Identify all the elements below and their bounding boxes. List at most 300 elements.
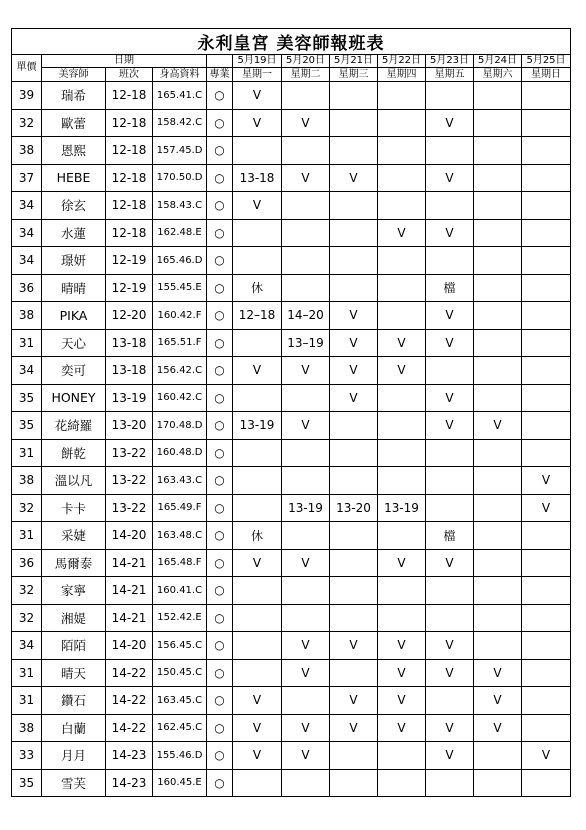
- unit-price-cell: 35: [12, 412, 42, 440]
- height-cell: 160.45.E: [153, 769, 207, 797]
- day-cell-5: [426, 82, 474, 110]
- day-cell-2: V: [282, 109, 330, 137]
- shift-cell: 13-20: [106, 412, 153, 440]
- unit-price-cell: 31: [12, 687, 42, 715]
- day-cell-7: V: [522, 742, 571, 770]
- day-cell-5: [426, 357, 474, 385]
- specialty-cell: ○: [207, 522, 233, 550]
- day-cell-1: V: [233, 82, 282, 110]
- shift-cell: 12-18: [106, 192, 153, 220]
- day-cell-4: [378, 384, 426, 412]
- day-cell-2: V: [282, 659, 330, 687]
- header-weekday-7: 星期日: [522, 68, 571, 82]
- day-cell-6: [474, 302, 522, 330]
- specialty-cell: ○: [207, 219, 233, 247]
- day-cell-3: V: [330, 687, 378, 715]
- stylist-name-cell: 奕可: [42, 357, 106, 385]
- shift-cell: 13-18: [106, 329, 153, 357]
- height-cell: 160.41.C: [153, 577, 207, 605]
- day-cell-5: [426, 577, 474, 605]
- header-date-4: 5月22日: [378, 55, 426, 68]
- day-cell-6: [474, 219, 522, 247]
- day-cell-7: [522, 632, 571, 660]
- day-cell-1: [233, 384, 282, 412]
- header-weekday-6: 星期六: [474, 68, 522, 82]
- unit-price-cell: 32: [12, 494, 42, 522]
- day-cell-5: [426, 604, 474, 632]
- specialty-cell: ○: [207, 439, 233, 467]
- day-cell-5: V: [426, 412, 474, 440]
- stylist-name-cell: 月月: [42, 742, 106, 770]
- day-cell-2: [282, 439, 330, 467]
- height-cell: 157.45.D: [153, 137, 207, 165]
- header-date-7: 5月25日: [522, 55, 571, 68]
- day-cell-1: V: [233, 192, 282, 220]
- specialty-cell: ○: [207, 687, 233, 715]
- day-cell-3: [330, 549, 378, 577]
- day-cell-3: [330, 742, 378, 770]
- day-cell-4: [378, 439, 426, 467]
- day-cell-4: V: [378, 632, 426, 660]
- day-cell-2: [282, 219, 330, 247]
- day-cell-6: [474, 439, 522, 467]
- day-cell-7: [522, 769, 571, 797]
- day-cell-6: V: [474, 714, 522, 742]
- day-cell-5: V: [426, 632, 474, 660]
- day-cell-5: V: [426, 219, 474, 247]
- day-cell-1: 休: [233, 522, 282, 550]
- day-cell-4: V: [378, 659, 426, 687]
- specialty-cell: ○: [207, 412, 233, 440]
- day-cell-2: 13–19: [282, 329, 330, 357]
- day-cell-2: [282, 687, 330, 715]
- day-cell-6: [474, 82, 522, 110]
- day-cell-2: 13-19: [282, 494, 330, 522]
- stylist-name-cell: 晴晴: [42, 274, 106, 302]
- height-cell: 158.42.C: [153, 109, 207, 137]
- day-cell-7: [522, 247, 571, 275]
- specialty-cell: ○: [207, 494, 233, 522]
- day-cell-7: V: [522, 494, 571, 522]
- stylist-name-cell: 水蓮: [42, 219, 106, 247]
- table-row: [12, 522, 571, 550]
- day-cell-1: [233, 604, 282, 632]
- day-cell-2: V: [282, 164, 330, 192]
- day-cell-6: [474, 522, 522, 550]
- schedule-rows: [12, 82, 571, 797]
- day-cell-7: [522, 164, 571, 192]
- header-date-3: 5月21日: [330, 55, 378, 68]
- height-cell: 160.42.C: [153, 384, 207, 412]
- table-row: [12, 137, 571, 165]
- day-cell-3: [330, 192, 378, 220]
- stylist-name-cell: 璟妍: [42, 247, 106, 275]
- table-row: [12, 742, 571, 770]
- day-cell-5: [426, 494, 474, 522]
- day-cell-3: [330, 467, 378, 495]
- shift-cell: 13-19: [106, 384, 153, 412]
- table-row: [12, 439, 571, 467]
- unit-price-cell: 31: [12, 522, 42, 550]
- shift-cell: 14-21: [106, 549, 153, 577]
- day-cell-1: V: [233, 109, 282, 137]
- specialty-cell: ○: [207, 577, 233, 605]
- day-cell-2: [282, 82, 330, 110]
- header-specialty: 專業: [207, 68, 233, 82]
- day-cell-5: [426, 687, 474, 715]
- day-cell-3: V: [330, 384, 378, 412]
- day-cell-3: [330, 82, 378, 110]
- shift-cell: 13-22: [106, 467, 153, 495]
- stylist-name-cell: 晴天: [42, 659, 106, 687]
- day-cell-2: V: [282, 632, 330, 660]
- table-row: [12, 549, 571, 577]
- unit-price-cell: 32: [12, 109, 42, 137]
- header-date-1: 5月19日: [233, 55, 282, 68]
- shift-cell: 14-22: [106, 659, 153, 687]
- day-cell-4: [378, 109, 426, 137]
- day-cell-2: V: [282, 549, 330, 577]
- height-cell: 165.48.F: [153, 549, 207, 577]
- day-cell-2: V: [282, 412, 330, 440]
- day-cell-3: [330, 659, 378, 687]
- specialty-cell: ○: [207, 659, 233, 687]
- day-cell-2: 14–20: [282, 302, 330, 330]
- day-cell-4: [378, 247, 426, 275]
- table-row: [12, 412, 571, 440]
- stylist-name-cell: 花綺羅: [42, 412, 106, 440]
- unit-price-cell: 31: [12, 329, 42, 357]
- specialty-cell: ○: [207, 742, 233, 770]
- day-cell-7: [522, 82, 571, 110]
- stylist-name-cell: 餅乾: [42, 439, 106, 467]
- day-cell-3: V: [330, 357, 378, 385]
- specialty-cell: ○: [207, 192, 233, 220]
- specialty-cell: ○: [207, 164, 233, 192]
- day-cell-5: V: [426, 549, 474, 577]
- day-cell-5: V: [426, 384, 474, 412]
- stylist-name-cell: PIKA: [42, 302, 106, 330]
- day-cell-3: [330, 109, 378, 137]
- day-cell-2: [282, 577, 330, 605]
- day-cell-1: [233, 467, 282, 495]
- day-cell-6: V: [474, 659, 522, 687]
- height-cell: 165.46.D: [153, 247, 207, 275]
- day-cell-4: V: [378, 357, 426, 385]
- day-cell-4: [378, 274, 426, 302]
- height-cell: 156.45.C: [153, 632, 207, 660]
- day-cell-7: [522, 687, 571, 715]
- stylist-name-cell: 雪芙: [42, 769, 106, 797]
- schedule-sheet: [11, 28, 571, 797]
- table-row: [12, 357, 571, 385]
- height-cell: 170.48.D: [153, 412, 207, 440]
- height-cell: 163.48.C: [153, 522, 207, 550]
- day-cell-4: [378, 742, 426, 770]
- header-specialty-blank: [207, 55, 233, 68]
- table-row: [12, 494, 571, 522]
- unit-price-cell: 38: [12, 467, 42, 495]
- header-height: 身高資料: [153, 68, 207, 82]
- day-cell-7: [522, 439, 571, 467]
- day-cell-2: [282, 384, 330, 412]
- day-cell-5: [426, 247, 474, 275]
- day-cell-2: [282, 467, 330, 495]
- day-cell-3: V: [330, 302, 378, 330]
- day-cell-2: [282, 769, 330, 797]
- day-cell-4: [378, 467, 426, 495]
- unit-price-cell: 31: [12, 659, 42, 687]
- header-date-2: 5月20日: [282, 55, 330, 68]
- height-cell: 158.43.C: [153, 192, 207, 220]
- specialty-cell: ○: [207, 384, 233, 412]
- specialty-cell: ○: [207, 714, 233, 742]
- day-cell-5: V: [426, 109, 474, 137]
- day-cell-6: [474, 604, 522, 632]
- table-row: [12, 604, 571, 632]
- unit-price-cell: 32: [12, 577, 42, 605]
- shift-cell: 12-18: [106, 137, 153, 165]
- shift-cell: 14-20: [106, 632, 153, 660]
- day-cell-6: [474, 357, 522, 385]
- day-cell-5: V: [426, 329, 474, 357]
- shift-cell: 13-22: [106, 439, 153, 467]
- day-cell-1: V: [233, 357, 282, 385]
- stylist-name-cell: 卡卡: [42, 494, 106, 522]
- table-row: [12, 577, 571, 605]
- day-cell-7: [522, 137, 571, 165]
- unit-price-cell: 36: [12, 549, 42, 577]
- table-row: [12, 82, 571, 110]
- height-cell: 150.45.C: [153, 659, 207, 687]
- day-cell-1: 13-19: [233, 412, 282, 440]
- day-cell-6: [474, 329, 522, 357]
- unit-price-cell: 38: [12, 302, 42, 330]
- table-row: [12, 302, 571, 330]
- day-cell-2: [282, 604, 330, 632]
- day-cell-5: V: [426, 659, 474, 687]
- day-cell-3: [330, 412, 378, 440]
- day-cell-7: [522, 384, 571, 412]
- stylist-name-cell: 陌陌: [42, 632, 106, 660]
- stylist-name-cell: 天心: [42, 329, 106, 357]
- day-cell-5: V: [426, 164, 474, 192]
- header-weekday-1: 星期一: [233, 68, 282, 82]
- day-cell-4: [378, 137, 426, 165]
- header-weekday-2: 星期二: [282, 68, 330, 82]
- day-cell-5: [426, 137, 474, 165]
- stylist-name-cell: 采婕: [42, 522, 106, 550]
- height-cell: 160.42.F: [153, 302, 207, 330]
- shift-cell: 12-20: [106, 302, 153, 330]
- day-cell-2: [282, 522, 330, 550]
- day-cell-4: [378, 302, 426, 330]
- day-cell-5: [426, 769, 474, 797]
- day-cell-6: [474, 769, 522, 797]
- table-row: [12, 467, 571, 495]
- day-cell-5: [426, 439, 474, 467]
- height-cell: 163.43.C: [153, 467, 207, 495]
- day-cell-7: [522, 274, 571, 302]
- unit-price-cell: 34: [12, 219, 42, 247]
- unit-price-cell: 36: [12, 274, 42, 302]
- day-cell-3: V: [330, 329, 378, 357]
- schedule-table: [11, 28, 571, 797]
- day-cell-1: [233, 577, 282, 605]
- shift-cell: 14-21: [106, 604, 153, 632]
- height-cell: 155.45.E: [153, 274, 207, 302]
- shift-cell: 12-18: [106, 109, 153, 137]
- day-cell-1: [233, 247, 282, 275]
- shift-cell: 12-18: [106, 82, 153, 110]
- table-row: [12, 714, 571, 742]
- stylist-name-cell: 瑞希: [42, 82, 106, 110]
- shift-cell: 12-19: [106, 274, 153, 302]
- day-cell-2: V: [282, 742, 330, 770]
- day-cell-2: [282, 247, 330, 275]
- table-row: [12, 274, 571, 302]
- stylist-name-cell: HONEY: [42, 384, 106, 412]
- shift-cell: 14-22: [106, 687, 153, 715]
- day-cell-4: [378, 522, 426, 550]
- sheet-title: 永利皇宮 美容師報班表: [12, 29, 571, 55]
- day-cell-4: [378, 192, 426, 220]
- unit-price-cell: 35: [12, 769, 42, 797]
- stylist-name-cell: 徐玄: [42, 192, 106, 220]
- unit-price-cell: 34: [12, 247, 42, 275]
- day-cell-7: [522, 412, 571, 440]
- specialty-cell: ○: [207, 604, 233, 632]
- day-cell-2: V: [282, 714, 330, 742]
- day-cell-7: [522, 714, 571, 742]
- day-cell-7: [522, 329, 571, 357]
- specialty-cell: ○: [207, 769, 233, 797]
- day-cell-4: V: [378, 329, 426, 357]
- day-cell-3: [330, 769, 378, 797]
- stylist-name-cell: 歐蕾: [42, 109, 106, 137]
- day-cell-5: V: [426, 742, 474, 770]
- day-cell-1: [233, 632, 282, 660]
- day-cell-3: [330, 604, 378, 632]
- height-cell: 155.46.D: [153, 742, 207, 770]
- height-cell: 152.42.E: [153, 604, 207, 632]
- specialty-cell: ○: [207, 357, 233, 385]
- stylist-name-cell: 鑽石: [42, 687, 106, 715]
- day-cell-4: [378, 82, 426, 110]
- day-cell-2: [282, 137, 330, 165]
- shift-cell: 12-18: [106, 219, 153, 247]
- stylist-name-cell: 恩熙: [42, 137, 106, 165]
- day-cell-1: V: [233, 687, 282, 715]
- unit-price-cell: 38: [12, 714, 42, 742]
- day-cell-7: [522, 604, 571, 632]
- day-cell-2: [282, 274, 330, 302]
- day-cell-6: [474, 742, 522, 770]
- day-cell-4: V: [378, 687, 426, 715]
- day-cell-2: V: [282, 357, 330, 385]
- header-date-group: 日期: [42, 55, 207, 68]
- header-date-6: 5月24日: [474, 55, 522, 68]
- specialty-cell: ○: [207, 274, 233, 302]
- day-cell-6: [474, 384, 522, 412]
- day-cell-6: [474, 549, 522, 577]
- height-cell: 165.51.F: [153, 329, 207, 357]
- height-cell: 162.45.C: [153, 714, 207, 742]
- day-cell-1: [233, 659, 282, 687]
- day-cell-5: [426, 192, 474, 220]
- table-row: [12, 219, 571, 247]
- day-cell-6: [474, 577, 522, 605]
- specialty-cell: ○: [207, 109, 233, 137]
- table-row: [12, 659, 571, 687]
- specialty-cell: ○: [207, 632, 233, 660]
- table-row: [12, 769, 571, 797]
- day-cell-5: [426, 467, 474, 495]
- day-cell-1: V: [233, 742, 282, 770]
- height-cell: 170.50.D: [153, 164, 207, 192]
- unit-price-cell: 34: [12, 632, 42, 660]
- day-cell-6: [474, 632, 522, 660]
- day-cell-5: 檔: [426, 522, 474, 550]
- unit-price-cell: 37: [12, 164, 42, 192]
- day-cell-3: [330, 247, 378, 275]
- table-row: [12, 329, 571, 357]
- day-cell-7: [522, 522, 571, 550]
- header-weekday-3: 星期三: [330, 68, 378, 82]
- day-cell-1: 13-18: [233, 164, 282, 192]
- day-cell-3: V: [330, 164, 378, 192]
- header-weekday-5: 星期五: [426, 68, 474, 82]
- unit-price-cell: 34: [12, 192, 42, 220]
- shift-cell: 12-19: [106, 247, 153, 275]
- day-cell-7: [522, 302, 571, 330]
- height-cell: 160.48.D: [153, 439, 207, 467]
- day-cell-1: [233, 329, 282, 357]
- day-cell-4: V: [378, 219, 426, 247]
- unit-price-cell: 39: [12, 82, 42, 110]
- day-cell-7: [522, 357, 571, 385]
- day-cell-3: [330, 219, 378, 247]
- table-row: [12, 384, 571, 412]
- stylist-name-cell: 湘媞: [42, 604, 106, 632]
- height-cell: 165.41.C: [153, 82, 207, 110]
- day-cell-7: V: [522, 467, 571, 495]
- day-cell-6: [474, 192, 522, 220]
- table-row: [12, 632, 571, 660]
- day-cell-1: V: [233, 714, 282, 742]
- stylist-name-cell: HEBE: [42, 164, 106, 192]
- day-cell-7: [522, 659, 571, 687]
- specialty-cell: ○: [207, 549, 233, 577]
- day-cell-3: V: [330, 632, 378, 660]
- day-cell-4: V: [378, 714, 426, 742]
- stylist-name-cell: 白蘭: [42, 714, 106, 742]
- specialty-cell: ○: [207, 137, 233, 165]
- day-cell-7: [522, 192, 571, 220]
- day-cell-6: [474, 137, 522, 165]
- header-date-5: 5月23日: [426, 55, 474, 68]
- shift-cell: 12-18: [106, 164, 153, 192]
- stylist-name-cell: 家寧: [42, 577, 106, 605]
- day-cell-5: 檔: [426, 274, 474, 302]
- day-cell-3: V: [330, 714, 378, 742]
- day-cell-3: 13-20: [330, 494, 378, 522]
- day-cell-1: [233, 494, 282, 522]
- table-row: [12, 192, 571, 220]
- day-cell-3: [330, 274, 378, 302]
- day-cell-4: [378, 769, 426, 797]
- day-cell-6: [474, 494, 522, 522]
